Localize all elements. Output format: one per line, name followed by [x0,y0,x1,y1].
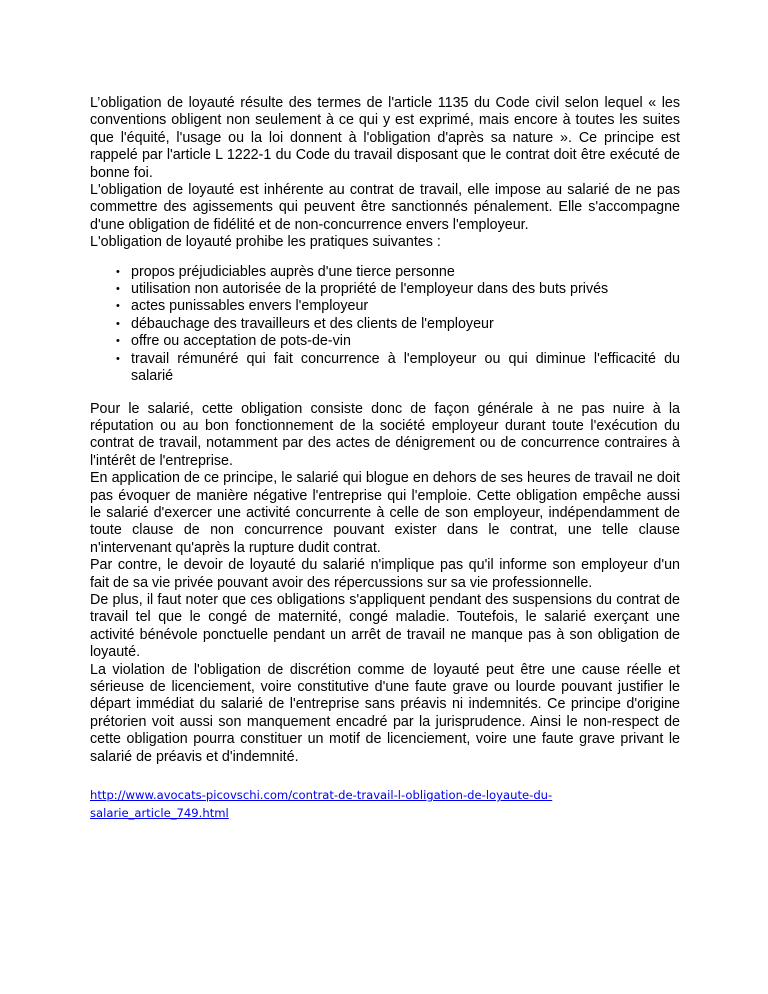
paragraph-list-intro: L'obligation de loyauté prohibe les pratiques suivantes : [90,234,441,251]
list-item-text: travail rémunéré qui fait concurrence à l'employeur ou qui diminue l'efficacité du salarié [131,350,680,385]
bullet-icon: • [116,335,120,348]
source-link-block [90,787,680,822]
bullet-icon: • [116,317,120,330]
list-item [90,333,680,350]
paragraph-suspensions: De plus, il faut noter que ces obligations s'appliquent pendant des suspensions du contrat de travail tel que le congé de maternité, congé maladie. Toutefois, le salarié exerçant une activité bénévole ponctuelle pendant un arrêt de travail ne manque pas à son obligation de loyauté. [90,591,680,661]
list-item-text: actes punissables envers l'employeur [131,298,369,315]
bullet-icon: • [116,283,120,296]
document-body [90,95,680,822]
list-item-text: débauchage des travailleurs et des clients de l'employeur [131,315,494,332]
list-item-text: propos préjudiciables auprès d'une tierce personne [131,263,455,280]
paragraph-employee-duty: Pour le salarié, cette obligation consiste donc de façon générale à ne pas nuire à la réputation ou au bon fonctionnement de la société employeur durant toute l'exécution du contrat de travail, notamment par des actes de dénigrement ou de concurrence contraires à l'intérêt de l'entreprise. [90,400,680,469]
bullet-icon: • [116,265,120,278]
prohibited-practices-list [90,264,680,386]
paragraph-violation: La violation de l'obligation de discrétion comme de loyauté peut être une cause réelle et sérieuse de licenciement, voire constitutive d'une faute grave ou lourde pouvant justifier le départ immédiat du salarié de l'entreprise sans préavis ni indemnités. Ce principe d'origine prétorien voit aussi son manquement encadré par la jurisprudence. Ainsi le non-respect de cette obligation pourra constituer un motif de licenciement, voire une faute grave privant le salarié de préavis et d'indemnité. [90,661,680,765]
list-item [90,298,680,315]
source-link[interactable] [90,788,552,820]
bullet-icon: • [116,300,120,313]
paragraph-application: En application de ce principe, le salarié qui blogue en dehors de ses heures de travail ne doit pas évoquer de manière négative l'entreprise qui l'emploie. Cette obligation empêche aussi le salarié d'exercer une activité concurrente à celle de son employeur, indépendamment de toute clause de non concurrence pouvant exister dans le contrat, une telle clause n'intervenant qu'après la rupture dudit contrat. [90,470,680,556]
source-link-line2: salarie_article_749.html [90,805,229,820]
list-item-text: utilisation non autorisée de la propriété de l'employeur dans des buts privés [131,281,609,298]
bullet-icon: • [116,352,120,365]
list-item [90,351,680,386]
source-link-line1: http://www.avocats-picovschi.com/contrat-de-travail-l-obligation-de-loyaute-du- [90,788,553,803]
list-item [90,264,680,281]
paragraph-inherent: L'obligation de loyauté est inhérente au contrat de travail, elle impose au salarié de ne pas commettre des agissements qui peuvent être sanctionnés pénalement. Elle s'accompagne d'une obligation de fidélité et de non-concurrence envers l'employeur. [90,182,680,233]
list-item-text: offre ou acceptation de pots-de-vin [131,333,351,350]
list-item [90,316,680,333]
paragraph-intro: L’obligation de loyauté résulte des termes de l'article 1135 du Code civil selon lequel « les conventions obligent non seulement à ce qui y est exprimé, mais encore à toutes les suites que l'équité, l'usage ou la loi donnent à l'obligation d'après sa nature ». Ce principe est rappelé par l'article L 1222-1 du Code du travail disposant que le contrat doit être exécuté de bonne foi. [90,95,680,181]
paragraph-private-life: Par contre, le devoir de loyauté du salarié n'implique pas qu'il informe son employeur d'un fait de sa vie privée pouvant avoir des répercussions sur sa vie professionnelle. [90,557,680,591]
list-item [90,281,680,298]
